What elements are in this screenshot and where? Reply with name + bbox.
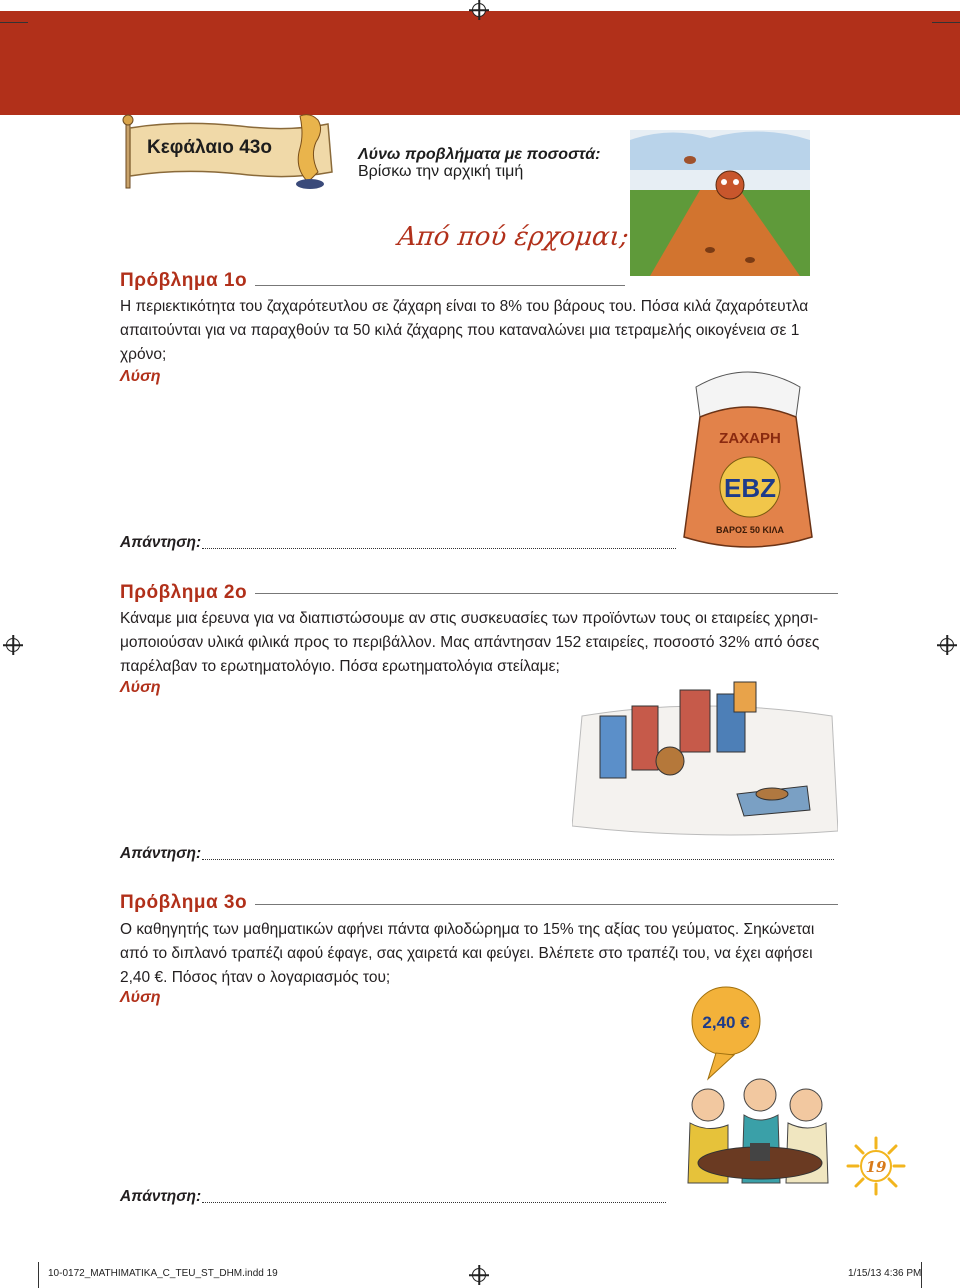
crop-mark [38,1262,39,1288]
problem-3-text-line: 2,40 €. Πόσος ήταν ο λογαριασμός του; [120,969,391,986]
title-rule [255,593,838,594]
chapter-label: Κεφάλαιο 43ο [147,137,272,158]
diners-tip-illustration [668,983,844,1205]
product-packages-illustration [572,676,838,836]
problem-3-text-line: από το διπλανό τραπέζι αφού έφαγε, σας χαιρετά και φεύγει. Βλέπετε στο τραπέζι του, να έχει αφήσει [120,945,813,962]
problem-1-answer-line[interactable] [202,548,676,549]
sugar-bag-label: ΖΑΧΑΡΗ [719,430,781,447]
sugar-beet-road-illustration [630,130,810,276]
problem-3-title: Πρόβλημα 3ο [120,892,248,913]
problem-2-answer-line[interactable] [202,859,834,860]
registration-mark-icon [940,638,954,652]
sugar-bag-weight: ΒΑΡΟΣ 50 ΚΙΛΑ [716,525,784,535]
crop-mark [0,22,28,23]
problem-1-answer-label: Απάντηση: [120,534,202,551]
problem-1-title: Πρόβλημα 1ο [120,270,248,291]
page-number: 19 [865,1158,887,1176]
crop-mark [932,22,960,23]
problem-2-text-line: Κάναμε μια έρευνα για να διαπιστώσουμε αν στις συσκευασίες των προϊόντων τους οι εταιρείες χρησι- [120,610,819,627]
title-rule [255,904,838,905]
header-band [0,11,960,115]
registration-mark-icon [472,3,486,17]
registration-mark-icon [472,1268,486,1282]
footer-file-info: 10-0172_MATHIMATIKA_C_TEU_ST_DHM.indd 19 [48,1268,278,1279]
lesson-subtitle: Βρίσκω την αρχική τιμή [358,163,524,180]
lesson-title: Λύνω προβλήματα με ποσοστά: [358,146,601,163]
page-number-sun-icon [846,1136,906,1196]
sugar-bag-brand: EBZ [724,473,776,503]
problem-3-text-line: Ο καθηγητής των μαθηματικών αφήνει πάντα φιλοδώρημα το 15% της αξίας του γεύματος. Σηκώνεται [120,921,815,938]
registration-mark-icon [6,638,20,652]
problem-1-text-line: χρόνο; [120,346,167,363]
problem-1-solution-label: Λύση [120,368,161,385]
footer-date: 1/15/13 4:36 PM [848,1268,922,1279]
problem-3-solution-label: Λύση [120,989,161,1006]
problem-1-text-line: Η περιεκτικότητα του ζαχαρότευτλου σε ζάχαρη είναι το 8% του βάρους του. Πόσα κιλά ζαχαρότευτλα [120,298,809,315]
tip-bubble-amount: 2,40 € [702,1013,750,1032]
problem-2-answer-label: Απάντηση: [120,845,202,862]
title-rule [255,285,625,286]
section-slogan: Από πού έρχομαι; [396,222,631,252]
problem-2-solution-label: Λύση [120,679,161,696]
problem-2-text-line: μοποιούσαν υλικά φιλικά προς το περιβάλλον. Μας απάντησαν 152 εταιρείες, ποσοστό 32% από όσες [120,634,820,651]
problem-2-text-line: παρέλαβαν το ερωτηματολόγιο. Πόσα ερωτηματολόγια στείλαμε; [120,658,560,675]
problem-2-title: Πρόβλημα 2ο [120,582,248,603]
problem-1-text-line: απαιτούνται για να παραχθούν τα 50 κιλά ζάχαρης που καταναλώνει μια τετραμελής οικογένεια σε 1 [120,322,800,339]
problem-3-answer-label: Απάντηση: [120,1188,202,1205]
problem-3-answer-line[interactable] [202,1202,666,1203]
sugar-bag-illustration [676,357,820,553]
